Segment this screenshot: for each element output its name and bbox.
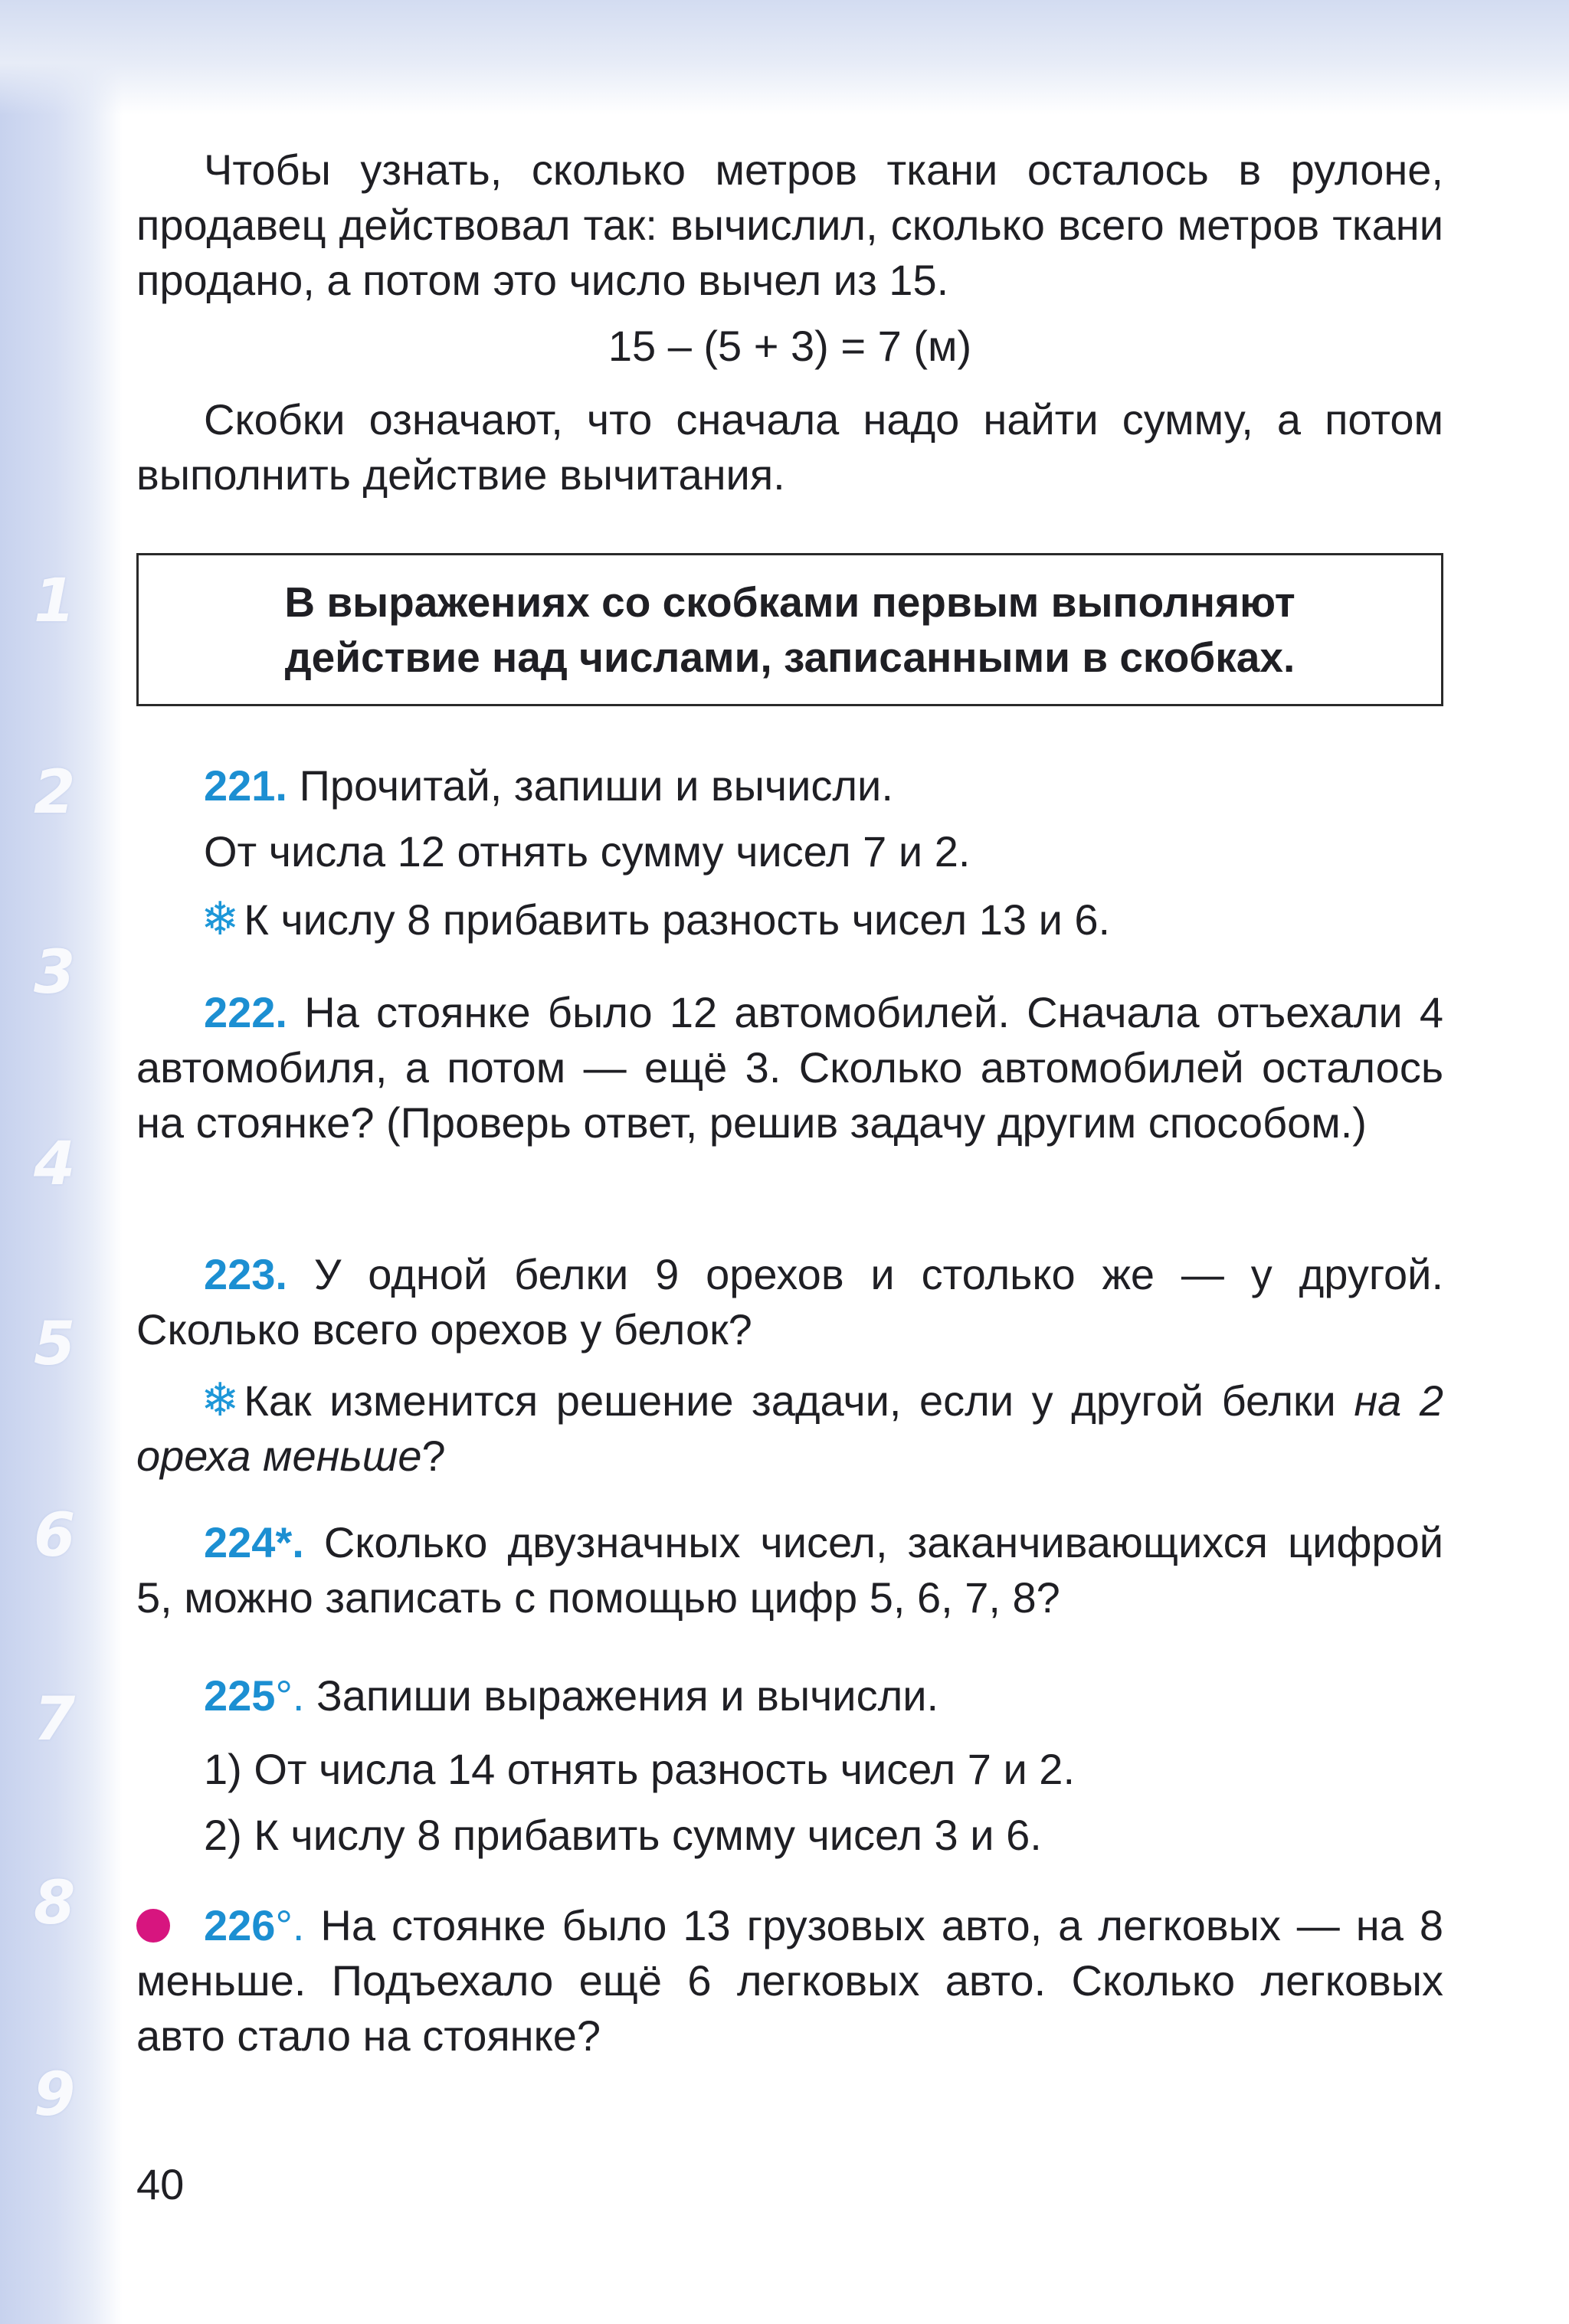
task-text: Прочитай, запиши и вычисли. [299,761,893,810]
task-221-line-2 [136,892,1443,948]
task-text: Как изменится решение задачи, если у другой белки [244,1376,1354,1425]
task-225-item-1: 1) От числа 14 отнять разность чисел 7 и 2. [204,1745,1076,1793]
rule-box [136,553,1443,706]
margin-number: 7 [34,1685,76,1754]
snowflake-icon: ❄ [201,893,240,944]
margin-number: 2 [34,758,76,827]
task-text: К числу 8 прибавить разность чисел 13 и 6. [244,895,1111,944]
task-224 [136,1515,1443,1625]
task-mark: °. [275,1901,305,1949]
task-223 [136,1247,1443,1357]
task-text: У одной белки 9 орехов и столько же — у другой. Сколько всего орехов у белок? [136,1250,1444,1353]
task-emphasis: на 2 ореха меньше [136,1376,1443,1480]
intro-paragraph-2: Скобки означают, что сначала надо найти сумму, а потом выполнить действие вычитания. [136,395,1443,499]
task-226 [136,1898,1443,2064]
task-text: На стоянке было 13 грузовых авто, а легковых — на 8 меньше. Подъехало ещё 6 легковых авто. Сколько легковых авто стало на стоянке? [136,1901,1444,2060]
rule-text: В выражениях со скобками первым выполняют действие над числами, записанными в скобках. [284,578,1295,681]
task-225-item-2: 2) К числу 8 прибавить сумму чисел 3 и 6. [204,1811,1042,1859]
top-band [0,0,1569,115]
margin-number: 4 [34,1130,76,1199]
task-number-digits: 226 [204,1901,276,1949]
task-223-extra [136,1373,1443,1484]
task-text: На стоянке было 12 автомобилей. Сначала отъехали 4 автомобиля, а потом — ещё 3. Сколько автомобилей осталось на стоянке? (Проверь ответ, решив задачу другим способом.) [136,988,1444,1147]
margin-number: 9 [34,2061,76,2129]
task-number-digits: 224 [204,1518,276,1566]
margin-number: 3 [34,938,76,1007]
intro-paragraph: Чтобы узнать, сколько метров ткани осталось в рулоне, продавец действовал так: вычислил, сколько всего метров ткани продано, а потом это число вычел из 15. [136,146,1443,304]
task-text-end: ? [421,1432,446,1480]
task-number [204,1671,304,1720]
snowflake-icon: ❄ [201,1374,240,1425]
task-number: 223. [204,1250,287,1298]
task-221 [136,758,1443,813]
task-221-line-1: От числа 12 отнять сумму чисел 7 и 2. [204,827,971,876]
task-text: Сколько двузначных чисел, заканчивающихся цифрой 5, можно записать с помощью цифр 5, 6, 7, 8? [136,1518,1443,1622]
task-number: 221. [204,761,287,810]
margin-number: 5 [34,1310,76,1379]
margin-number: 6 [34,1501,76,1570]
task-225 [136,1668,1443,1723]
task-mark: *. [275,1518,304,1566]
page-number: 40 [136,2160,185,2208]
task-number [204,1901,304,1949]
task-222 [136,985,1443,1151]
task-text: Запиши выражения и вычисли. [316,1671,939,1720]
task-mark: °. [275,1671,305,1720]
formula: 15 – (5 + 3) = 7 (м) [608,322,972,370]
margin-number: 8 [34,1869,76,1938]
margin-number: 1 [34,567,76,636]
task-number [204,1518,304,1566]
task-number-digits: 225 [204,1671,276,1720]
task-number: 222. [204,988,287,1036]
